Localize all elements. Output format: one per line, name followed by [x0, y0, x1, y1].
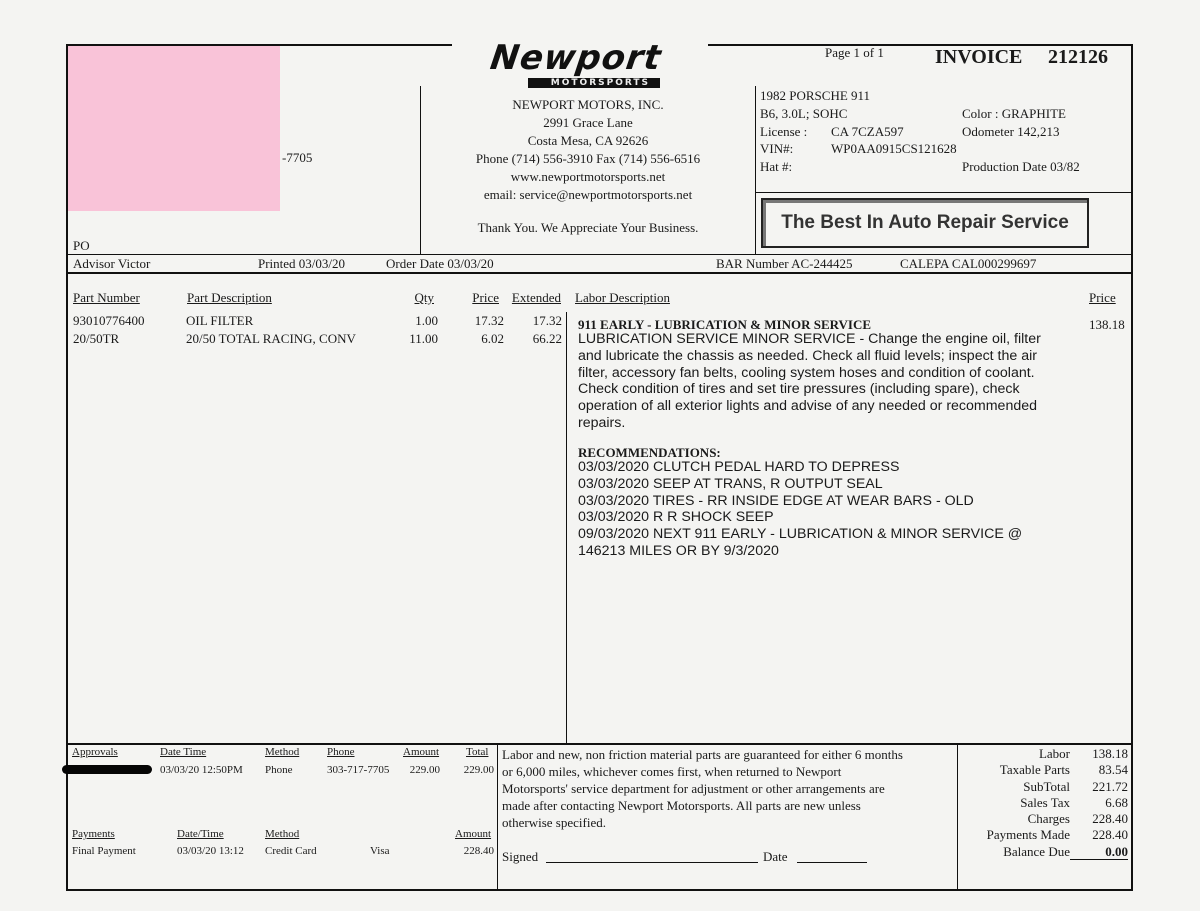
total-label: Taxable Parts: [999, 762, 1070, 778]
approval-amount: 229.00: [409, 764, 440, 776]
slogan-banner: The Best In Auto Repair Service: [761, 198, 1089, 248]
table-row: [0, 313, 566, 331]
logo-subtitle: MOTORSPORTS: [528, 78, 660, 88]
shop-name: NEWPORT MOTORS, INC.: [512, 97, 664, 112]
vin-label: VIN#:: [760, 141, 794, 156]
part-price: 17.32: [474, 313, 504, 328]
payment-datetime: 03/03/20 13:12: [177, 845, 244, 857]
col-part-description: Part Description: [187, 290, 272, 305]
part-extended: 66.22: [532, 331, 562, 346]
shop-info: [440, 96, 736, 204]
warranty-text: [502, 746, 957, 831]
payment-amount: 228.40: [463, 845, 494, 857]
shop-email: email: service@newportmotorsports.net: [483, 187, 693, 202]
parts-labor-divider: [566, 312, 567, 744]
total-row-labor: [960, 746, 1128, 762]
redacted-approver-name: [62, 765, 152, 774]
warranty-line: Motorsports' service department for adjustment or other arrangements are: [502, 781, 885, 796]
invoice-label: INVOICE: [935, 46, 1023, 68]
total-row-sales-tax: [960, 795, 1128, 811]
col-labor-price: Price: [1089, 290, 1116, 305]
footer-top: [66, 743, 1133, 745]
warranty-line: Labor and new, non friction material parts are guaranteed for either 6 months: [502, 747, 903, 762]
total-row-subtotal: [960, 779, 1128, 795]
shop-phone-fax: Phone (714) 556-3910 Fax (714) 556-6516: [475, 151, 701, 166]
company-logo: [488, 38, 664, 88]
total-label: Payments Made: [986, 827, 1070, 843]
col-part-number: Part Number: [73, 290, 140, 305]
calepa-number: CALEPA CAL000299697: [900, 256, 1037, 271]
part-extended: 17.32: [532, 313, 562, 328]
table-row: [0, 331, 566, 349]
signed-label: Signed: [502, 849, 539, 864]
total-row-balance-due: [960, 844, 1128, 860]
payment-method: Credit Card: [265, 845, 317, 857]
labor-line: and lubricate the chassis as needed. Check all fluid levels; inspect the air: [578, 347, 1037, 364]
labor-line: LUBRICATION SERVICE MINOR SERVICE - Change the engine oil, filter: [578, 331, 1041, 347]
part-description: OIL FILTER: [186, 313, 254, 328]
col-payment-datetime: Date/Time: [177, 828, 224, 840]
redacted-customer-info: [68, 46, 280, 211]
vehicle-divider: [755, 192, 1132, 193]
total-value: 0.00: [1105, 843, 1128, 859]
vehicle-model: 1982 PORSCHE 911: [760, 88, 871, 103]
part-qty: 11.00: [409, 331, 438, 346]
date-label: Date: [763, 849, 788, 864]
recommendation-item: 146213 MILES OR BY 9/3/2020: [578, 542, 779, 559]
recommendation-item: 03/03/2020 CLUTCH PEDAL HARD TO DEPRESS: [578, 459, 900, 475]
sign-date-line: [797, 862, 867, 863]
approval-phone: 303-717-7705: [327, 764, 390, 776]
infobar-bottom: [66, 272, 1133, 274]
printed-date: Printed 03/03/20: [258, 256, 346, 271]
labor-price: 138.18: [1089, 317, 1125, 332]
total-row-payments-made: [960, 827, 1128, 843]
balance-underline: [1070, 859, 1128, 860]
labor-line: repairs.: [578, 414, 626, 431]
labor-line: Check condition of tires and set tire pressures (including spare), check: [578, 381, 1020, 398]
recommendations-list: [578, 459, 1098, 560]
footer-divider-1: [497, 744, 498, 890]
recommendation-item: 03/03/2020 TIRES - RR INSIDE EDGE AT WEAR BARS - OLD: [578, 492, 974, 509]
shop-website: www.newportmotorsports.net: [510, 169, 666, 184]
customer-phone: -7705: [282, 150, 313, 165]
total-value: 138.18: [1092, 746, 1128, 761]
shop-street: 2991 Grace Lane: [543, 115, 633, 130]
col-extended: Extended: [511, 290, 561, 305]
col-labor-description: Labor Description: [575, 290, 670, 305]
infobar-top: [66, 254, 1133, 255]
production-date: Production Date 03/82: [962, 159, 1080, 174]
recommendation-item: 09/03/2020 NEXT 911 EARLY - LUBRICATION & MINOR SERVICE @: [578, 526, 1023, 543]
order-date: Order Date 03/03/20: [386, 256, 494, 271]
part-number: 93010776400: [73, 313, 145, 328]
advisor: Advisor Victor: [73, 256, 151, 271]
recommendations-title: RECOMMENDATIONS:: [578, 445, 721, 460]
page-indicator: Page 1 of 1: [825, 45, 884, 60]
recommendation-item: 03/03/2020 SEEP AT TRANS, R OUTPUT SEAL: [578, 475, 883, 492]
col-payment-method: Method: [265, 828, 300, 840]
warranty-line: otherwise specified.: [502, 815, 606, 830]
total-label: Balance Due: [1003, 843, 1070, 859]
recommendation-item: 03/03/2020 R R SHOCK SEEP: [578, 509, 774, 526]
col-approval-method: Method: [265, 746, 300, 758]
bottom-border: [66, 889, 1133, 891]
totals-summary: [960, 746, 1128, 860]
shop-city: Costa Mesa, CA 92626: [527, 133, 649, 148]
part-price: 6.02: [481, 331, 504, 346]
logo-wordmark: Newport: [487, 38, 665, 78]
total-label: Labor: [1038, 746, 1070, 761]
total-row-charges: [960, 811, 1128, 827]
warranty-line: or 6,000 miles, whichever comes first, when returned to Newport: [502, 764, 842, 779]
vehicle-odometer: Odometer 142,213: [962, 124, 1060, 139]
payment-card: Visa: [370, 845, 390, 857]
col-approvals: Approvals: [72, 746, 118, 758]
invoice-number: 212126: [1048, 46, 1108, 68]
po-label: PO: [73, 238, 90, 253]
hat-label: Hat #:: [760, 159, 793, 174]
part-number: 20/50TR: [73, 331, 120, 346]
labor-line: operation of all exterior lights and advise of any needed or recommended: [578, 398, 1038, 415]
footer-divider-2: [957, 744, 958, 890]
total-value: 83.54: [1098, 762, 1128, 778]
header-divider-1: [420, 86, 421, 254]
part-qty: 1.00: [415, 313, 438, 328]
col-approval-phone: Phone: [327, 746, 355, 758]
bar-number: BAR Number AC-244425: [716, 256, 853, 271]
vin-value: WP0AA0915CS121628: [831, 141, 957, 156]
vehicle-engine: B6, 3.0L; SOHC: [760, 106, 848, 121]
col-payments: Payments: [72, 828, 115, 840]
col-approval-total: Total: [466, 746, 489, 758]
header-divider-2: [755, 86, 756, 254]
approval-total: 229.00: [463, 764, 494, 776]
vehicle-color: Color : GRAPHITE: [962, 106, 1066, 121]
warranty-line: made after contacting Newport Motorsports. All parts are new unless: [502, 798, 861, 813]
labor-title: 911 EARLY - LUBRICATION & MINOR SERVICE: [578, 317, 872, 332]
total-label: SubTotal: [1023, 778, 1070, 794]
total-value: 228.40: [1092, 827, 1128, 843]
total-value: 221.72: [1092, 778, 1128, 794]
labor-line: filter, accessory fan belts, cooling system hoses and condition of coolant.: [578, 364, 1035, 381]
total-row-taxable-parts: [960, 762, 1128, 778]
col-approval-datetime: Date Time: [160, 746, 207, 758]
payment-label: Final Payment: [72, 845, 136, 857]
license-value: CA 7CZA597: [831, 124, 904, 139]
labor-description: [578, 331, 1098, 432]
total-value: 228.40: [1092, 811, 1128, 827]
thank-you-message: Thank You. We Appreciate Your Business.: [477, 220, 699, 235]
approval-method: Phone: [265, 764, 293, 776]
part-description: 20/50 TOTAL RACING, CONV: [186, 331, 356, 346]
right-border: [1131, 44, 1133, 890]
approval-datetime: 03/03/20 12:50PM: [160, 764, 243, 776]
col-approval-amount: Amount: [403, 746, 440, 758]
license-label: License :: [760, 124, 808, 139]
total-label: Charges: [1027, 811, 1070, 827]
col-qty: Qty: [414, 290, 434, 305]
col-payment-amount: Amount: [455, 828, 492, 840]
signature-line: [546, 862, 758, 863]
total-value: 6.68: [1105, 794, 1128, 810]
total-label: Sales Tax: [1020, 794, 1070, 810]
col-price: Price: [472, 290, 499, 305]
